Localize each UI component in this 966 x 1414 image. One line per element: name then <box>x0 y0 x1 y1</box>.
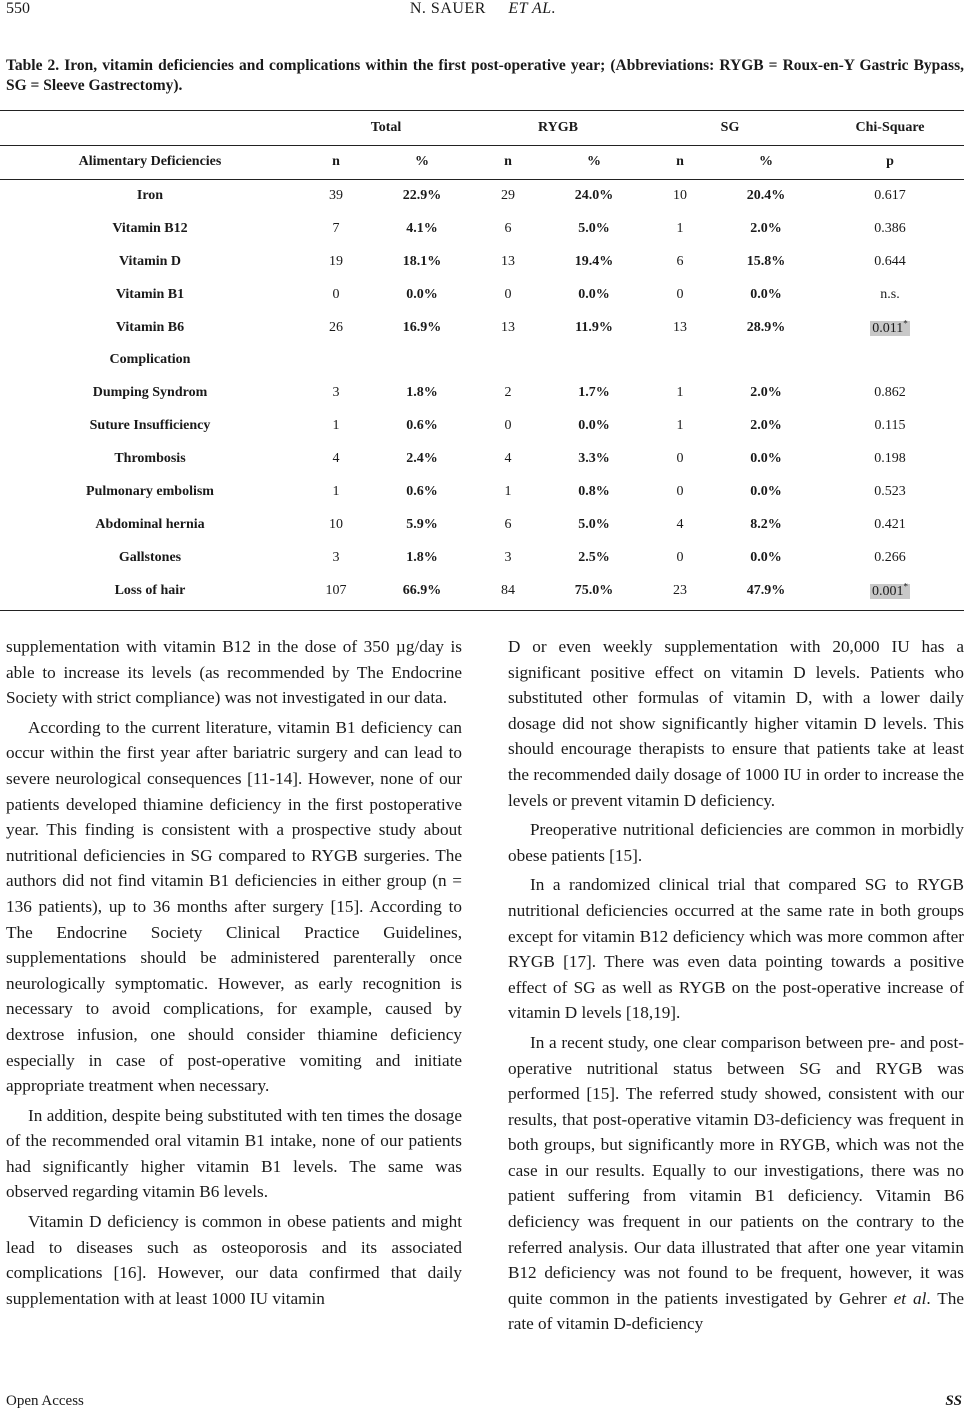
deficiencies-body <box>0 179 964 344</box>
cell-total-pct: 0.6% <box>406 417 438 433</box>
cell-total-n: 7 <box>332 220 340 236</box>
footer-journal-mark: SS <box>945 1393 962 1409</box>
cell-total-pct: 1.8% <box>406 384 438 400</box>
cell-p-value: n.s. <box>880 286 900 302</box>
row-label: Abdominal hernia <box>95 516 205 532</box>
section-body <box>0 344 964 376</box>
subheader: p <box>886 154 894 169</box>
cell-p-value: 0.115 <box>874 417 906 433</box>
subheader: % <box>587 154 602 169</box>
cell-rygb-pct: 75.0% <box>574 582 614 598</box>
cell-sg-n: 6 <box>676 253 684 269</box>
cell-rygb-pct: 5.0% <box>578 516 610 532</box>
cell-total-pct: 0.0% <box>406 286 438 302</box>
cell-rygb-n: 13 <box>501 253 516 269</box>
subheader: % <box>759 154 774 169</box>
cell-total-n: 0 <box>332 286 340 302</box>
cell-total-pct: 2.4% <box>406 450 438 466</box>
p-value-text: 0.011 <box>872 320 904 336</box>
cell-rygb-n: 13 <box>501 319 516 335</box>
table-caption: Table 2. Iron, vitamin deficiencies and complications within the first post-operative year; (Abbreviations: RYGB = Roux-en-Y Gastric Bypass, SG = Sleeve Gastrectomy). <box>6 57 964 94</box>
cell-p-value: 0.266 <box>874 549 906 565</box>
row-label: Gallstones <box>118 549 182 565</box>
paragraph-text: In a recent study, one clear comparison between pre- and post-operative nutritional status between SG and RYGB was performed [15]. The referred study showed, consistent with our results, that post-operative vitamin D3-deficiency was frequent in both groups, but significantly more in RYGB, which was not the case in our results. Equally to our investigations, there was no patient suffering from vitamin B1 deficiency. Vitamin B6 deficiency was frequent in our patients on the contrary to the referred analysis. Our data illustrated that after one year vitamin B12 deficiency was not found to be frequent, however, it was quite common in the patients investigated by Gehrer <box>508 1032 964 1308</box>
paragraph: Vitamin D deficiency is common in obese patients and might lead to diseases such as osteoporosis and its associated complications [16]. However, our data confirmed that daily supplementation with at least 1000 IU vitamin <box>6 1212 462 1308</box>
cell-total-pct: 22.9% <box>402 187 442 203</box>
section-row <box>0 344 964 376</box>
cell-total-n: 26 <box>329 319 343 335</box>
paragraph: In a randomized clinical trial that compared SG to RYGB nutritional deficiencies occurred at the same rate in both groups except for vitamin B12 deficiency which was more common after RYGB [17]. There was even data pointing towards a positive effect of SG as well as RYGB on the post-operative increase of vitamin D levels [18,19]. <box>508 875 964 1023</box>
cell-sg-n: 4 <box>676 516 684 532</box>
cell-sg-pct: 20.4% <box>746 187 786 203</box>
table-group-header-row <box>0 111 964 145</box>
table-row <box>0 574 964 607</box>
cell-total-pct: 18.1% <box>402 253 442 269</box>
cell-total-n: 4 <box>332 450 340 466</box>
cell-sg-n: 0 <box>676 549 684 565</box>
table-row <box>0 409 964 442</box>
paragraph: D or even weekly supplementation with 20,000 IU has a significant positive effect on vitamin D levels. Patients who substituted other formulas of vitamin D, with a lower daily dosage did not show significantly higher vitamin D levels. This should encourage therapists to ensure that patients take at least the recommended daily dosage of 1000 IU in order to increase the levels or prevent vitamin D deficiency. <box>508 637 964 810</box>
row-label: Vitamin B1 <box>115 286 185 302</box>
cell-total-n: 107 <box>325 582 347 598</box>
table-row <box>0 278 964 311</box>
row-label: Vitamin D <box>118 253 182 269</box>
running-head <box>0 0 966 18</box>
row-label: Thrombosis <box>114 450 186 466</box>
cell-total-n: 19 <box>329 253 343 269</box>
cell-sg-n: 1 <box>676 384 684 400</box>
table-bottom-rule <box>0 610 964 611</box>
cell-rygb-n: 4 <box>504 450 512 466</box>
subheader: n <box>676 154 684 169</box>
cell-sg-n: 23 <box>673 582 688 598</box>
cell-rygb-n: 0 <box>504 286 512 302</box>
paragraph: In addition, despite being substituted with ten times the dosage of the recommended oral vitamin B1 intake, none of our patients had significantly higher vitamin B1 levels. The same was observed regarding vitamin B6 levels. <box>6 1105 462 1202</box>
cell-sg-n: 1 <box>676 220 684 236</box>
page-number: 550 <box>6 0 30 17</box>
table-row <box>0 508 964 541</box>
paragraph-text: . The rate of vitamin D-deficiency <box>508 1288 964 1334</box>
group-header: SG <box>720 120 740 135</box>
cell-sg-pct: 47.9% <box>746 582 786 598</box>
running-head-author: N. SAUER <box>409 0 486 17</box>
cell-total-pct: 5.9% <box>406 516 438 532</box>
cell-total-n: 3 <box>332 549 340 565</box>
cell-sg-pct: 0.0% <box>750 549 782 565</box>
subheader: % <box>415 154 429 169</box>
cell-rygb-n: 2 <box>504 384 512 400</box>
row-label: Suture Insufficiency <box>89 417 211 433</box>
cell-rygb-n: 3 <box>504 549 512 565</box>
cell-rygb-n: 84 <box>501 582 516 598</box>
paragraph: supplementation with vitamin B12 in the dose of 350 µg/day is able to increase its levels (as recommended by The Endocrine Society with strict compliance) was not investigated in our data. <box>6 637 462 708</box>
cell-p-value: 0.386 <box>874 220 906 236</box>
right-column <box>508 634 964 1337</box>
cell-sg-pct: 2.0% <box>750 417 782 433</box>
cell-rygb-pct: 2.5% <box>578 549 610 565</box>
paragraph: Preoperative nutritional deficiencies are common in morbidly obese patients [15]. <box>508 820 964 865</box>
cell-sg-pct: 15.8% <box>746 253 786 269</box>
significant-p-highlight <box>870 581 910 599</box>
cell-total-n: 1 <box>332 417 340 433</box>
significance-marker: * <box>903 318 908 329</box>
page-header <box>0 0 966 28</box>
cell-p-value: 0.523 <box>874 483 906 499</box>
cell-rygb-n: 0 <box>504 417 512 433</box>
table-row <box>0 376 964 409</box>
row-label: Pulmonary embolism <box>86 483 214 499</box>
cell-p-value: 0.617 <box>874 187 906 203</box>
cell-total-pct: 0.6% <box>406 483 438 499</box>
cell-rygb-n: 1 <box>504 483 512 499</box>
cell-rygb-pct: 1.7% <box>578 384 610 400</box>
cell-sg-n: 13 <box>673 319 688 335</box>
etal-italic: et al <box>893 1288 927 1308</box>
row-label: Dumping Syndrom <box>92 384 208 400</box>
footer-open-access: Open Access <box>6 1393 84 1409</box>
paragraph: According to the current literature, vitamin B1 deficiency can occur within the first year after bariatric surgery and can lead to severe neurological consequences [11-14]. However, none of our patients developed thiamine deficiency in the first postoperative year. This finding is consistent with a prospective study about nutritional deficiencies in SG compared to RYGB surgeries. The authors did not find vitamin B1 deficiencies in either group (n = 136 patients), up to 36 months after surgery [15]. According to The Endocrine Society Clinical Practice Guidelines, supplementations should be administered parenterally once neurologically symptomatic. However, as early recognition is necessary to avoid complications, for example, caused by dextrose infusion, one should consider thiamine deficiency especially in case of post-operative vomiting and initiate appropriate treatment when necessary. <box>6 717 462 1096</box>
cell-sg-n: 0 <box>676 450 684 466</box>
cell-rygb-pct: 0.8% <box>578 483 610 499</box>
cell-sg-n: 10 <box>673 187 688 203</box>
cell-sg-pct: 0.0% <box>750 483 782 499</box>
table-row <box>0 212 964 245</box>
row-label: Vitamin B6 <box>115 319 185 335</box>
cell-total-pct: 66.9% <box>402 582 442 598</box>
cell-sg-n: 0 <box>676 483 684 499</box>
cell-p-value: 0.198 <box>874 450 906 466</box>
cell-p-value <box>816 311 964 344</box>
group-header: Total <box>370 120 402 135</box>
cell-rygb-pct: 0.0% <box>578 286 610 302</box>
table-row <box>0 245 964 278</box>
cell-sg-pct: 2.0% <box>750 220 782 236</box>
results-table <box>0 111 964 607</box>
cell-rygb-n: 6 <box>504 220 512 236</box>
row-label: Iron <box>136 187 164 203</box>
p-value-text: 0.001 <box>872 583 904 599</box>
significant-p-highlight <box>870 318 909 336</box>
cell-rygb-pct: 5.0% <box>578 220 610 236</box>
group-header: Chi-Square <box>855 120 925 135</box>
cell-sg-pct: 2.0% <box>750 384 782 400</box>
cell-total-n: 10 <box>329 516 343 532</box>
cell-sg-n: 0 <box>676 286 684 302</box>
table-row <box>0 541 964 574</box>
significance-marker: * <box>903 581 909 592</box>
cell-sg-pct: 0.0% <box>750 286 782 302</box>
table-row <box>0 475 964 508</box>
subheader: n <box>504 154 512 169</box>
table-row <box>0 179 964 212</box>
table-subheader-row <box>0 145 964 179</box>
section-label: Complication <box>109 352 191 367</box>
cell-p-value: 0.644 <box>874 253 906 269</box>
cell-rygb-pct: 24.0% <box>574 187 614 203</box>
cell-total-n: 3 <box>332 384 340 400</box>
group-header: RYGB <box>538 120 578 135</box>
cell-p-value: 0.862 <box>874 384 906 400</box>
cell-p-value: 0.421 <box>874 516 906 532</box>
cell-sg-pct: 0.0% <box>750 450 782 466</box>
cell-sg-pct: 28.9% <box>746 319 786 335</box>
cell-total-pct: 1.8% <box>406 549 438 565</box>
cell-rygb-n: 6 <box>504 516 512 532</box>
running-head-etal: ET AL. <box>508 0 557 17</box>
cell-rygb-pct: 11.9% <box>575 319 613 335</box>
cell-rygb-pct: 19.4% <box>574 253 614 269</box>
cell-rygb-pct: 3.3% <box>578 450 610 466</box>
subheader-label: Alimentary Deficiencies <box>78 154 222 169</box>
cell-total-pct: 16.9% <box>402 319 442 335</box>
subheader: n <box>332 154 340 169</box>
row-label: Loss of hair <box>114 582 186 598</box>
cell-sg-n: 1 <box>676 417 684 433</box>
complications-body <box>0 376 964 607</box>
cell-p-value <box>816 574 964 607</box>
cell-total-pct: 4.1% <box>406 220 438 236</box>
row-label: Vitamin B12 <box>112 220 188 236</box>
table-row <box>0 311 964 344</box>
table-row <box>0 442 964 475</box>
left-column <box>6 634 462 1311</box>
cell-total-n: 1 <box>332 483 340 499</box>
paragraph <box>508 1030 964 1337</box>
cell-total-n: 39 <box>329 187 343 203</box>
cell-sg-pct: 8.2% <box>750 516 782 532</box>
cell-rygb-n: 29 <box>501 187 516 203</box>
cell-rygb-pct: 0.0% <box>578 417 610 433</box>
